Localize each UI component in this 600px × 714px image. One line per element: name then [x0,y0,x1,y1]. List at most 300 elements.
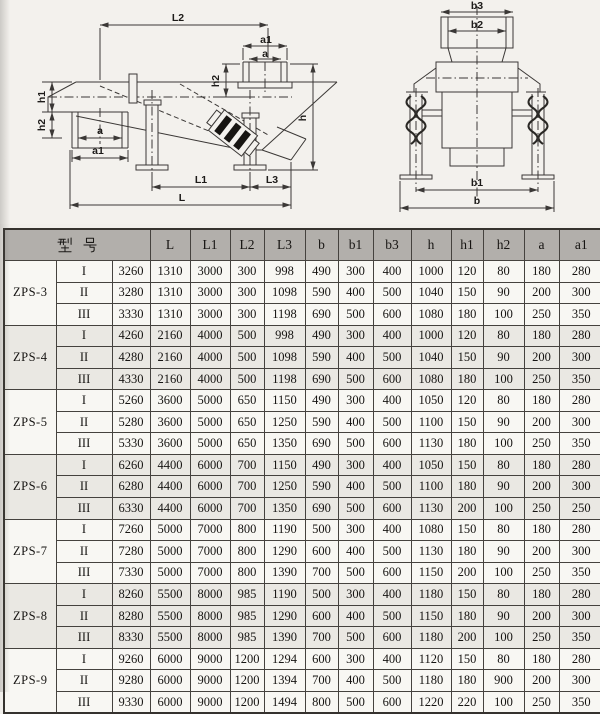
model-cell: ZPS-3 [4,261,56,326]
value-cell: 300 [230,282,264,304]
value-cell: 1190 [264,584,305,606]
value-cell: 80 [483,584,524,606]
value-cell: 600 [305,648,338,670]
value-cell: 280 [559,519,600,541]
table-row [4,476,600,498]
value-cell: 500 [338,304,373,326]
value-cell: 700 [305,562,338,584]
value-cell: 1198 [264,304,305,326]
value-cell: 1050 [411,454,451,476]
value-cell: 1198 [264,368,305,390]
table-row [4,325,600,347]
value-cell: 998 [264,261,305,283]
value-cell: 2160 [150,347,190,369]
value-cell: 4280 [112,347,150,369]
table-row [4,347,600,369]
value-cell: 2160 [150,325,190,347]
dim-label-h2-right: h2 [210,74,222,88]
value-cell: 300 [230,261,264,283]
value-cell: 6000 [150,648,190,670]
table-row [4,541,600,563]
value-cell: 100 [483,627,524,649]
value-cell: 280 [559,584,600,606]
value-cell: 1310 [150,304,190,326]
value-cell: 1350 [264,433,305,455]
value-cell: 300 [338,454,373,476]
value-cell: 180 [451,605,483,627]
value-cell: 400 [338,411,373,433]
value-cell: 5260 [112,390,150,412]
table-row [4,282,600,304]
value-cell: 280 [559,648,600,670]
type-cell: II [56,411,112,433]
value-cell: 590 [305,476,338,498]
type-cell: III [56,562,112,584]
value-cell: 6000 [190,454,230,476]
column-header-a: a [524,229,559,261]
value-cell: 100 [483,304,524,326]
value-cell: 180 [524,519,559,541]
value-cell: 1350 [264,498,305,520]
model-header [4,229,150,261]
value-cell: 1180 [411,584,451,606]
value-cell: 650 [230,433,264,455]
value-cell: 1040 [411,347,451,369]
value-cell: 250 [559,498,600,520]
technical-drawing-area [0,0,600,224]
value-cell: 600 [373,433,411,455]
value-cell: 180 [524,261,559,283]
value-cell: 1290 [264,541,305,563]
value-cell: 700 [230,476,264,498]
value-cell: 3000 [190,282,230,304]
value-cell: 5500 [150,627,190,649]
value-cell: 500 [338,691,373,713]
value-cell: 800 [230,541,264,563]
value-cell: 400 [373,648,411,670]
value-cell: 1220 [411,691,451,713]
value-cell: 4000 [190,347,230,369]
value-cell: 400 [338,476,373,498]
value-cell: 1130 [411,433,451,455]
value-cell: 690 [305,368,338,390]
value-cell: 80 [483,261,524,283]
value-cell: 1150 [264,454,305,476]
value-cell: 1180 [411,627,451,649]
table-row [4,390,600,412]
dim-label-a1-top: a1 [260,34,272,46]
value-cell: 180 [451,541,483,563]
value-cell: 600 [373,691,411,713]
value-cell: 1294 [264,648,305,670]
type-cell: I [56,261,112,283]
value-cell: 1180 [411,670,451,692]
spec-table [3,228,600,714]
model-cell: ZPS-7 [4,519,56,584]
value-cell: 8260 [112,584,150,606]
type-cell: III [56,368,112,390]
model-cell: ZPS-5 [4,390,56,455]
value-cell: 300 [338,584,373,606]
value-cell: 150 [451,454,483,476]
value-cell: 80 [483,648,524,670]
value-cell: 800 [230,519,264,541]
value-cell: 180 [524,584,559,606]
dim-label-h: h [297,114,309,122]
value-cell: 180 [451,368,483,390]
type-cell: II [56,347,112,369]
value-cell: 80 [483,519,524,541]
value-cell: 250 [524,562,559,584]
type-cell: I [56,325,112,347]
value-cell: 180 [451,670,483,692]
value-cell: 700 [230,454,264,476]
value-cell: 3000 [190,304,230,326]
value-cell: 490 [305,390,338,412]
value-cell: 150 [451,347,483,369]
value-cell: 6000 [190,476,230,498]
value-cell: 5000 [190,411,230,433]
value-cell: 490 [305,325,338,347]
value-cell: 7000 [190,562,230,584]
value-cell: 150 [451,519,483,541]
model-cell: ZPS-4 [4,325,56,390]
value-cell: 350 [559,627,600,649]
value-cell: 100 [483,368,524,390]
column-header-h1: h1 [451,229,483,261]
value-cell: 400 [373,325,411,347]
value-cell: 280 [559,390,600,412]
value-cell: 1100 [411,411,451,433]
table-row [4,670,600,692]
table-row [4,498,600,520]
dim-label-a-top: a [262,48,268,60]
table-row [4,584,600,606]
value-cell: 200 [524,476,559,498]
value-cell: 200 [451,562,483,584]
value-cell: 1150 [411,605,451,627]
value-cell: 5500 [150,584,190,606]
column-header-b3: b3 [373,229,411,261]
value-cell: 600 [373,304,411,326]
type-cell: III [56,627,112,649]
value-cell: 3600 [150,411,190,433]
value-cell: 200 [451,627,483,649]
value-cell: 590 [305,411,338,433]
value-cell: 1130 [411,541,451,563]
value-cell: 1000 [411,261,451,283]
value-cell: 400 [373,584,411,606]
value-cell: 150 [451,282,483,304]
value-cell: 120 [451,390,483,412]
value-cell: 690 [305,433,338,455]
value-cell: 3000 [190,261,230,283]
value-cell: 5500 [150,605,190,627]
value-cell: 1250 [264,411,305,433]
value-cell: 800 [230,562,264,584]
value-cell: 200 [451,498,483,520]
value-cell: 500 [230,347,264,369]
type-cell: III [56,433,112,455]
value-cell: 1394 [264,670,305,692]
value-cell: 500 [338,368,373,390]
value-cell: 4000 [190,368,230,390]
dim-label-h1: h1 [36,90,48,104]
dim-label-l: L [178,192,186,204]
value-cell: 690 [305,498,338,520]
dim-label-l2: L2 [171,12,185,24]
value-cell: 1390 [264,562,305,584]
value-cell: 985 [230,584,264,606]
table-row [4,411,600,433]
value-cell: 9000 [190,648,230,670]
value-cell: 400 [338,282,373,304]
value-cell: 500 [373,411,411,433]
value-cell: 700 [305,627,338,649]
value-cell: 180 [451,304,483,326]
value-cell: 300 [338,519,373,541]
value-cell: 500 [338,562,373,584]
value-cell: 2160 [150,368,190,390]
value-cell: 500 [373,476,411,498]
value-cell: 985 [230,627,264,649]
value-cell: 500 [338,498,373,520]
type-cell: I [56,390,112,412]
value-cell: 250 [524,368,559,390]
spec-table-body [4,261,600,714]
value-cell: 1190 [264,519,305,541]
value-cell: 6260 [112,454,150,476]
type-cell: III [56,691,112,713]
table-row [4,304,600,326]
value-cell: 3600 [150,390,190,412]
dim-label-b1: b1 [470,177,484,189]
value-cell: 4400 [150,498,190,520]
value-cell: 90 [483,541,524,563]
value-cell: 400 [373,261,411,283]
value-cell: 180 [451,476,483,498]
spec-table-wrap [3,228,597,714]
dim-label-l3: L3 [265,174,279,186]
value-cell: 8330 [112,627,150,649]
value-cell: 300 [559,670,600,692]
model-cell: ZPS-9 [4,648,56,713]
value-cell: 5000 [190,433,230,455]
type-cell: II [56,476,112,498]
value-cell: 5000 [150,541,190,563]
value-cell: 100 [483,562,524,584]
value-cell: 80 [483,390,524,412]
value-cell: 300 [338,261,373,283]
value-cell: 9000 [190,670,230,692]
value-cell: 4260 [112,325,150,347]
side-view-drawing [0,0,385,224]
type-cell: II [56,670,112,692]
dim-label-b3: b3 [470,0,484,12]
value-cell: 400 [373,454,411,476]
value-cell: 9000 [190,691,230,713]
value-cell: 100 [483,498,524,520]
value-cell: 1250 [264,476,305,498]
value-cell: 7260 [112,519,150,541]
value-cell: 8280 [112,605,150,627]
value-cell: 300 [230,304,264,326]
value-cell: 300 [559,605,600,627]
value-cell: 3600 [150,433,190,455]
value-cell: 1098 [264,347,305,369]
value-cell: 6280 [112,476,150,498]
value-cell: 1310 [150,282,190,304]
value-cell: 1040 [411,282,451,304]
value-cell: 150 [451,648,483,670]
value-cell: 590 [305,282,338,304]
value-cell: 90 [483,347,524,369]
value-cell: 9330 [112,691,150,713]
column-header-b1: b1 [338,229,373,261]
value-cell: 5330 [112,433,150,455]
value-cell: 900 [483,670,524,692]
value-cell: 1130 [411,498,451,520]
model-cell: ZPS-6 [4,454,56,519]
value-cell: 6000 [190,498,230,520]
value-cell: 8000 [190,605,230,627]
value-cell: 100 [483,433,524,455]
value-cell: 3260 [112,261,150,283]
value-cell: 5280 [112,411,150,433]
value-cell: 690 [305,304,338,326]
value-cell: 200 [524,347,559,369]
value-cell: 180 [524,648,559,670]
value-cell: 1100 [411,476,451,498]
value-cell: 150 [451,584,483,606]
value-cell: 350 [559,691,600,713]
value-cell: 1150 [264,390,305,412]
value-cell: 300 [559,476,600,498]
value-cell: 350 [559,304,600,326]
value-cell: 120 [451,325,483,347]
value-cell: 500 [230,368,264,390]
type-cell: II [56,605,112,627]
value-cell: 180 [524,454,559,476]
dim-label-a1-bottom: a1 [92,145,104,157]
value-cell: 500 [373,605,411,627]
value-cell: 300 [338,390,373,412]
value-cell: 1080 [411,304,451,326]
value-cell: 200 [524,282,559,304]
value-cell: 90 [483,282,524,304]
type-cell: II [56,282,112,304]
column-header-L1: L1 [190,229,230,261]
value-cell: 8000 [190,627,230,649]
type-cell: III [56,498,112,520]
value-cell: 250 [524,691,559,713]
value-cell: 1150 [411,562,451,584]
model-header-glyphs [57,237,98,253]
value-cell: 7280 [112,541,150,563]
value-cell: 500 [373,282,411,304]
table-row [4,454,600,476]
value-cell: 600 [373,498,411,520]
value-cell: 80 [483,325,524,347]
value-cell: 250 [524,433,559,455]
value-cell: 7000 [190,519,230,541]
value-cell: 350 [559,562,600,584]
type-cell: II [56,541,112,563]
table-row [4,433,600,455]
value-cell: 180 [524,390,559,412]
value-cell: 500 [338,627,373,649]
value-cell: 650 [230,411,264,433]
value-cell: 200 [524,411,559,433]
value-cell: 300 [559,541,600,563]
type-cell: I [56,584,112,606]
value-cell: 9260 [112,648,150,670]
value-cell: 490 [305,261,338,283]
value-cell: 3280 [112,282,150,304]
value-cell: 500 [305,519,338,541]
dim-label-h2-left: h2 [36,118,48,132]
value-cell: 500 [230,325,264,347]
value-cell: 400 [338,670,373,692]
value-cell: 90 [483,411,524,433]
value-cell: 600 [305,541,338,563]
value-cell: 200 [524,605,559,627]
value-cell: 6000 [150,691,190,713]
value-cell: 90 [483,605,524,627]
column-header-L3: L3 [264,229,305,261]
value-cell: 7330 [112,562,150,584]
value-cell: 250 [524,627,559,649]
value-cell: 350 [559,433,600,455]
value-cell: 600 [373,627,411,649]
value-cell: 600 [373,562,411,584]
column-header-L2: L2 [230,229,264,261]
value-cell: 700 [230,498,264,520]
value-cell: 590 [305,347,338,369]
value-cell: 4400 [150,454,190,476]
value-cell: 985 [230,605,264,627]
table-row [4,261,600,283]
value-cell: 1080 [411,368,451,390]
value-cell: 700 [305,670,338,692]
value-cell: 500 [373,347,411,369]
table-row [4,691,600,713]
value-cell: 280 [559,261,600,283]
value-cell: 120 [451,261,483,283]
value-cell: 400 [338,605,373,627]
value-cell: 80 [483,454,524,476]
value-cell: 500 [373,541,411,563]
value-cell: 500 [373,670,411,692]
value-cell: 300 [559,282,600,304]
value-cell: 4000 [190,325,230,347]
value-cell: 500 [338,433,373,455]
value-cell: 250 [524,498,559,520]
table-row [4,627,600,649]
value-cell: 1290 [264,605,305,627]
value-cell: 6330 [112,498,150,520]
value-cell: 300 [338,648,373,670]
value-cell: 200 [524,541,559,563]
value-cell: 300 [559,411,600,433]
dim-label-l1: L1 [194,174,208,186]
table-row [4,519,600,541]
value-cell: 5000 [190,390,230,412]
value-cell: 1310 [150,261,190,283]
value-cell: 1494 [264,691,305,713]
dim-label-a-bottom: a [97,125,103,137]
type-cell: I [56,519,112,541]
